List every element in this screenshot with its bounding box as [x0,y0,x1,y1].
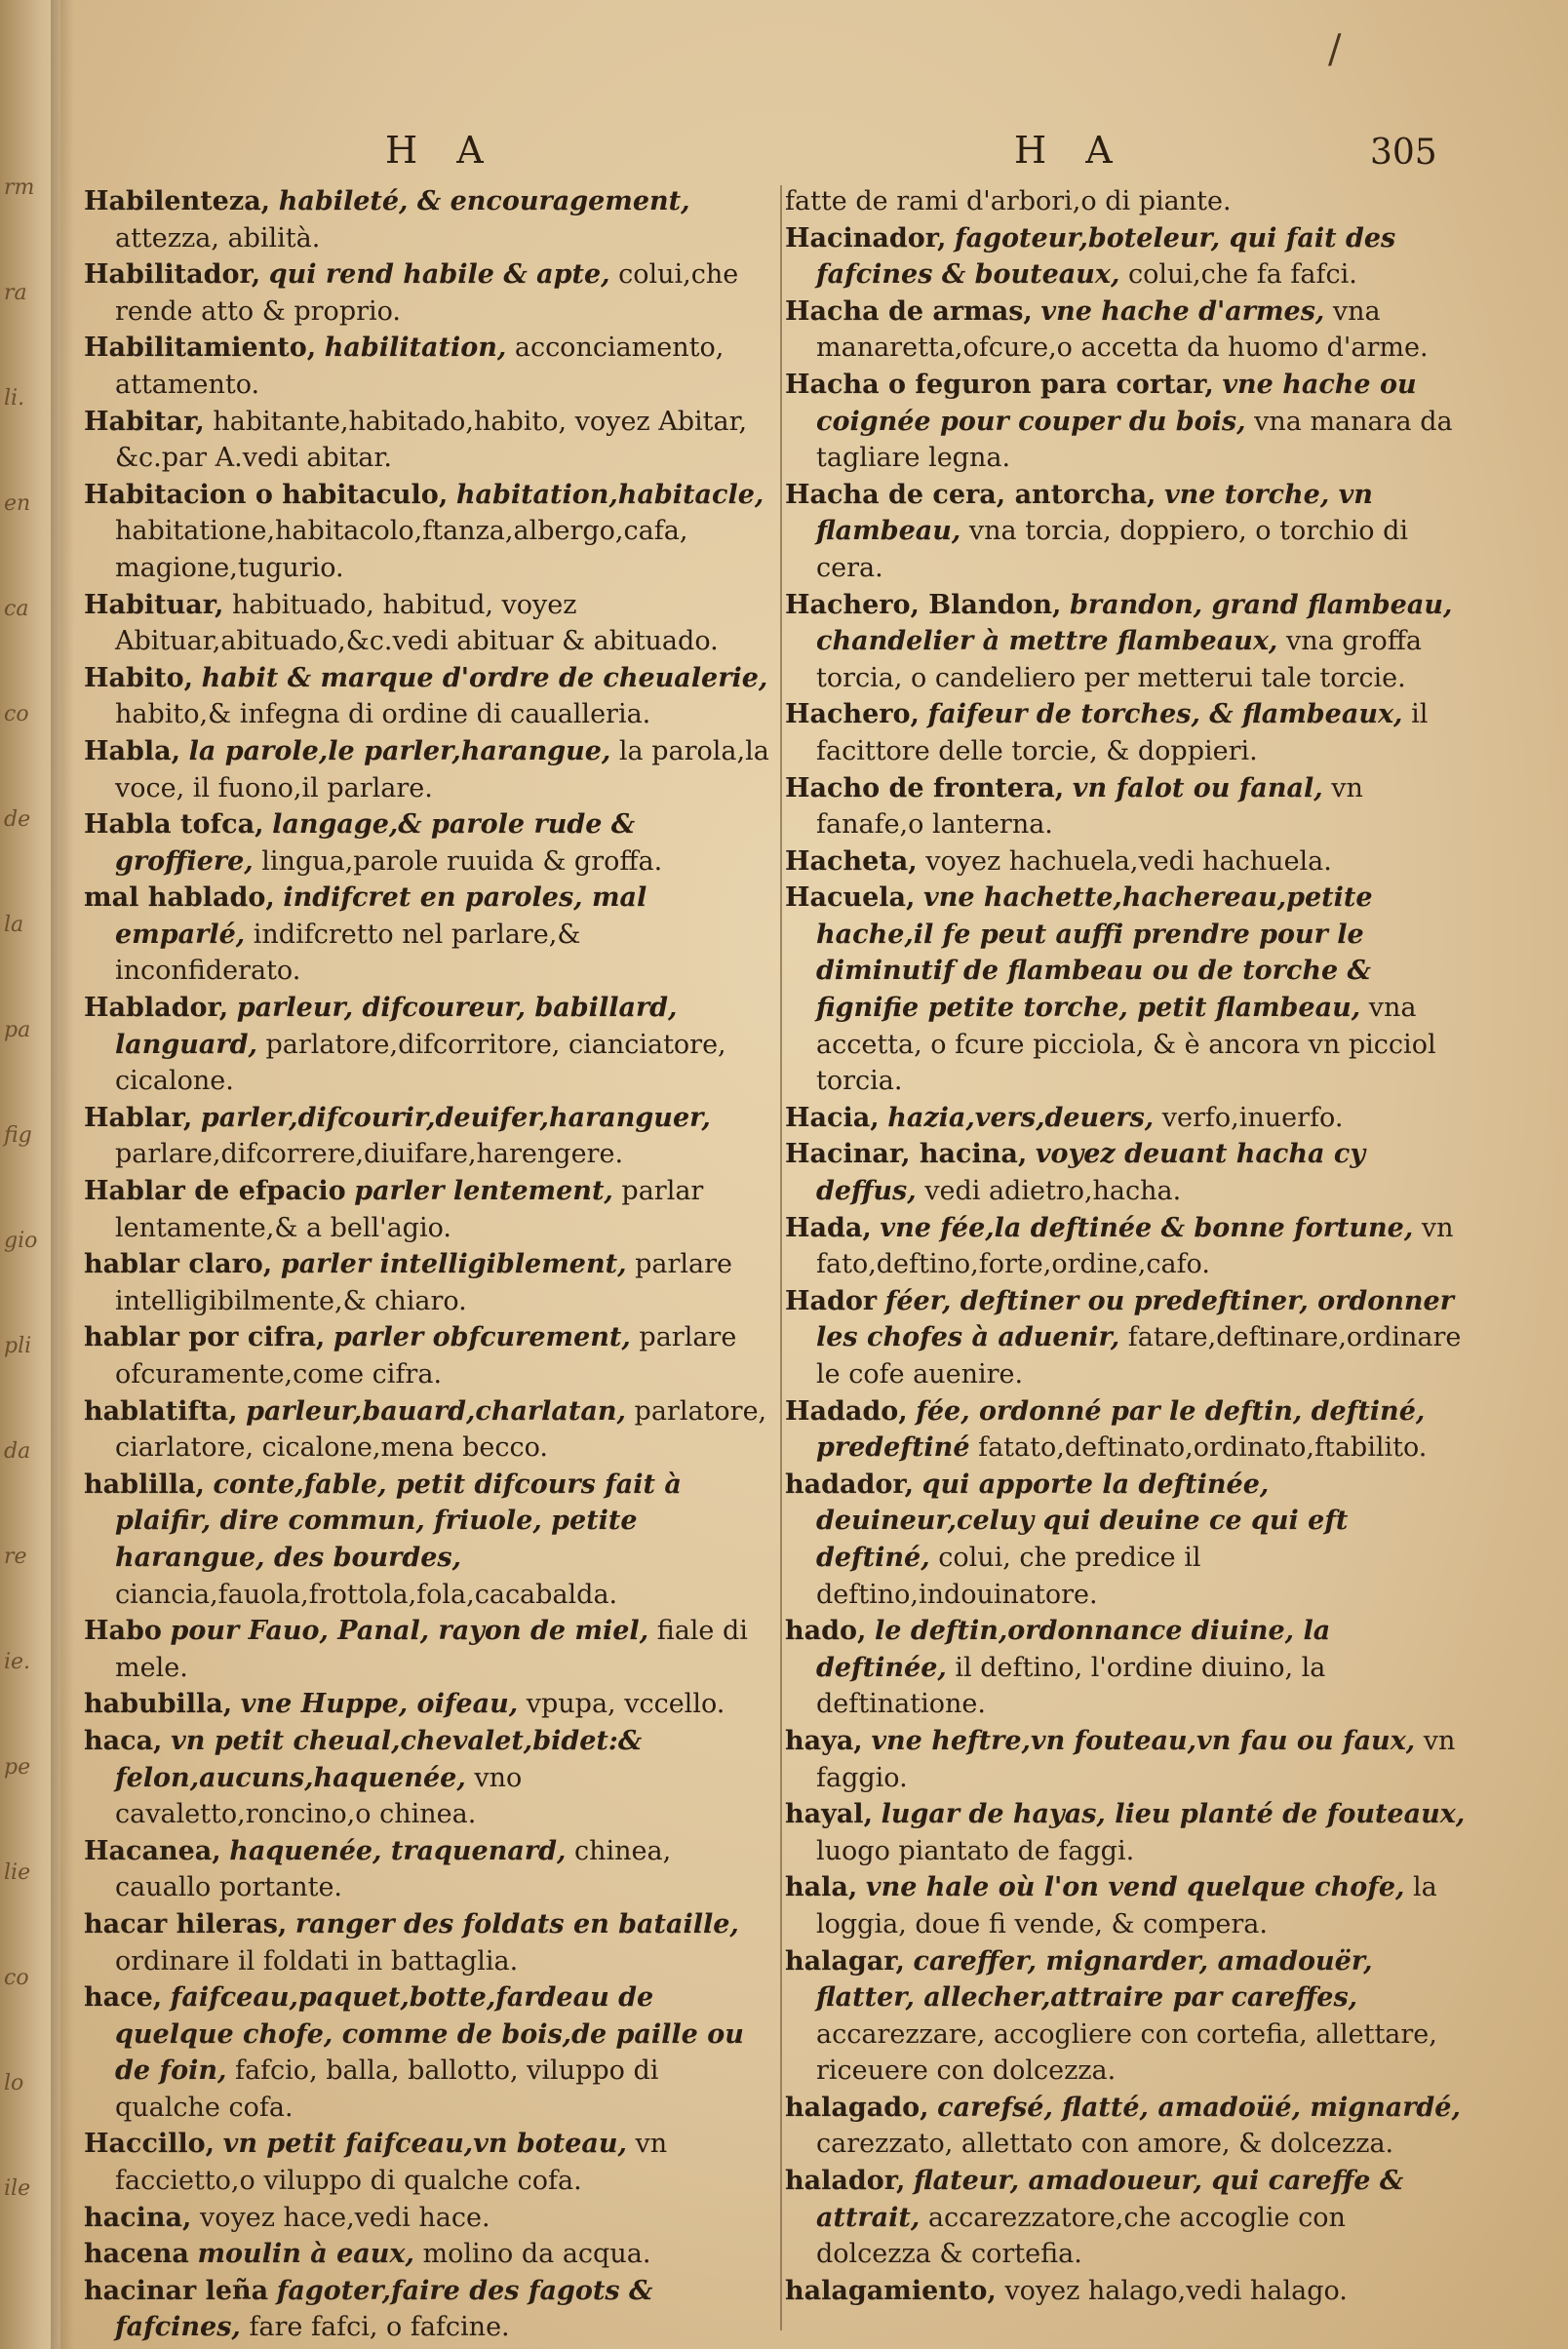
page-edge-shadow [51,0,74,2349]
gutter-fragment: de [4,807,31,832]
entry-french: pour Fauo, Panal, rayon de miel, [170,1616,649,1647]
entry-headword: hado, [785,1616,867,1647]
gutter-fragment: co [4,702,29,726]
gutter-fragment: gio [4,1229,38,1253]
dictionary-entry [785,1869,1468,1942]
entry-french: faifceau,paquet,botte,fardeau de quelque chofe, comme de bois,de paille ou de foin, [115,1982,744,2087]
dictionary-entry [84,1906,771,1979]
entry-headword: hayal, [785,1799,873,1830]
gutter-fragment: lo [4,2071,24,2095]
entry-headword: Hacanea, [84,1835,221,1866]
dictionary-entry [785,1467,1468,1613]
entry-italian: il deftino, l'ordine diuino, la deftinatione. [816,1652,1326,1720]
entry-headword: mal hablado, [84,882,275,914]
entry-headword: Hacho de frontera, [785,772,1065,803]
gutter-fragment: ca [4,597,29,621]
entry-french: vne Huppe, oifeau, [240,1689,519,1720]
entry-italian: vna groffa torcia, o candeliero per metterui tale torcie. [816,626,1422,693]
entry-french: habitation,habitacle, [455,479,764,510]
entry-italian: accarezzatore,che accoglie con dolcezza & cortefia. [816,2202,1346,2270]
entry-italian: verfo,inuerfo. [1161,1102,1344,1133]
entry-italian: fatare,deftinare,ordinare le cofe auenire. [816,1322,1462,1390]
entry-headword: Habo [84,1616,162,1647]
entry-italian: vn fato,deftino,forte,ordine,cafo. [816,1212,1454,1280]
entry-headword: Habitacion o habitaculo, [84,479,449,510]
gutter-fragment: en [4,491,31,516]
column-divider [780,185,782,2330]
entry-italian: vna manaretta,ofcure,o accetta da huomo d'arme. [816,295,1429,364]
entry-headword: Hablar de efpacio [84,1176,346,1207]
gutter-fragment: lie [4,1860,31,1885]
entry-headword: Habilitador, [84,259,261,291]
entry-headword: Hada, [785,1212,872,1243]
dictionary-entry [84,256,771,330]
entry-italian: acconciamento, attamento. [115,333,725,400]
entry-headword: Hacheta, [785,845,918,877]
entry-italian: voyez hace,vedi hace. [199,2202,490,2233]
dictionary-entry [785,843,1468,881]
entry-headword: Hablador, [84,993,229,1024]
entry-italian: parlare intelligibilmente,& chiaro. [115,1249,732,1316]
entry-italian: parlare,difcorrere,diuifare,harengere. [115,1139,624,1170]
entry-headword: Hacha de cera, antorcha, [785,479,1156,510]
left-column [84,183,771,2346]
entry-italian: carezzato, allettato con amore, & dolcezza. [816,2129,1394,2160]
entry-italian: parlatore, ciarlatore, cicalone,mena becco. [115,1395,767,1464]
entry-headword: hablar claro, [84,1249,273,1280]
entry-italian: parlar lentamente,& a bell'agio. [115,1176,704,1243]
entry-headword: halagamiento, [785,2275,997,2306]
gutter-fragment: pli [4,1334,32,1358]
gutter-fragment: pa [4,1018,31,1042]
entry-italian: vna accetta, o fcure picciola, & è ancora vn picciol torcia. [816,993,1436,1097]
entry-headword: Hadado, [785,1395,908,1427]
entry-italian: fatato,deftinato,ordinato,ftabilito. [978,1432,1428,1464]
entry-french: haquenée, traquenard, [229,1835,567,1866]
dictionary-entry [84,477,771,587]
entry-italian: vpupa, vccello. [526,1689,725,1720]
entry-french: lugar de hayas, lieu planté de fouteaux, [881,1799,1466,1830]
entry-french: vn petit faifceau,vn boteau, [222,2129,627,2160]
dictionary-entry [84,1246,771,1319]
entry-headword: hacena [84,2239,189,2270]
entry-headword: halador, [785,2166,906,2197]
entry-italian: vna torcia, doppiero, o torchio di cera. [816,516,1409,583]
entry-french: parleur, difcoureur, babillard, languard, [115,993,678,1060]
entry-french: habit & marque d'ordre de cheualerie, [201,662,768,693]
dictionary-entry [84,330,771,403]
entry-french: vn petit cheual,chevalet,bidet:& felon,aucuns,haquenée, [115,1725,643,1793]
dictionary-entry [84,1100,771,1173]
dictionary-entry [84,587,771,660]
gutter-fragment: co [4,1966,29,1990]
dictionary-entry [84,1393,771,1467]
dictionary-entry [84,660,771,733]
dictionary-entry [84,1979,771,2126]
entry-italian: fare fafci, o fafcine. [249,2312,510,2343]
entry-italian: vedi adietro,hacha. [924,1176,1182,1207]
entry-french: voyez deuant hacha cy deffus, [816,1139,1366,1207]
entry-italian: accarezzare, accogliere con cortefia, allettare, riceuere con dolcezza. [816,2018,1437,2087]
entry-french: careffer, mignarder, amadouër, flatter, allecher,attraire par careffes, [816,1945,1373,2014]
entry-italian: habitatione,habitacolo,ftanza,albergo,cafa, magione,tugurio. [115,516,688,583]
entry-french: qui rend habile & apte, [268,259,610,291]
dictionary-entry [785,587,1468,697]
entry-italian: habitante,habitado,habito, voyez Abitar, &c.par A.vedi abitar. [115,406,748,474]
dictionary-entry [785,1210,1468,1283]
dictionary-entry [785,1136,1468,1209]
entry-french: vne torche, vn flambeau, [816,479,1373,547]
entry-italian: chinea, cauallo portante. [115,1835,672,1903]
entry-headword: Habitar, [84,406,205,437]
dictionary-entry [84,1173,771,1246]
entry-french: parleur,bauard,charlatan, [246,1395,626,1427]
entry-headword: Hador [785,1285,878,1316]
entry-headword: hacinar leña [84,2275,269,2306]
dictionary-entry [84,1467,771,1613]
entry-headword: hadador, [785,1468,915,1500]
entry-french: vne hachette,hachereau,petite hache,il fe peut auffi prendre pour le diminutif de flambeau ou de torche & fignifie petite torche, petit flambeau, [816,882,1373,1024]
entry-headword: hacina, [84,2202,192,2233]
dictionary-entry [84,2126,771,2199]
dictionary-entry [785,696,1468,769]
gutter-fragment: rm [4,176,35,200]
dictionary-entry [785,183,1468,220]
entry-headword: Hacha de armas, [785,295,1033,327]
entry-headword: habubilla, [84,1689,233,1720]
entry-italian: voyez hachuela,vedi hachuela. [925,845,1332,877]
entry-headword: Habilitamiento, [84,333,317,364]
entry-french: faifeur de torches, & flambeaux, [927,699,1403,730]
dictionary-entry [785,2273,1468,2310]
entry-italian: colui,che rende atto & proprio. [115,259,739,327]
dictionary-entry [785,880,1468,1100]
gutter-fragment: li. [4,386,25,411]
dictionary-entry [84,880,771,990]
entry-french: vne hache d'armes, [1040,295,1325,327]
dictionary-entry [785,477,1468,587]
dictionary-entry [785,220,1468,294]
dictionary-entry [84,2200,771,2237]
dictionary-entry [785,1393,1468,1467]
entry-italian: habito,& infegna di ordine di caualleria. [115,699,651,730]
entry-french: brandon, grand flambeau, chandelier à mettre flambeaux, [816,589,1453,657]
entry-headword: Hacuela, [785,882,916,914]
entry-french: fagoter,faire des fagots & fafcines, [115,2275,653,2343]
entry-italian: habituado, habitud, voyez Abituar,abituado,&c.vedi abituar & abituado. [115,589,719,657]
dictionary-entry [84,1613,771,1686]
gutter-fragment: ie. [4,1650,31,1674]
entry-french: conte,fable, petit difcours fait à plaifir, dire commun, friuole, petite harangue, des bourdes, [115,1468,682,1573]
dictionary-entry [785,367,1468,477]
entry-french: vn falot ou fanal, [1072,772,1323,803]
running-header-left: H A [385,129,497,172]
entry-italian: vn fanafe,o lanterna. [816,772,1363,841]
dictionary-entry [785,1796,1468,1869]
entry-french: la parole,le parler,harangue, [188,735,611,766]
entry-headword: Habla, [84,735,181,766]
entry-italian: vn faggio. [816,1725,1456,1793]
page-number: 305 [1370,133,1437,173]
corner-mark: / [1328,27,1342,72]
dictionary-entry [84,404,771,477]
entry-headword: Habilenteza, [84,186,271,216]
entry-headword: hablatifta, [84,1395,238,1427]
entry-italian: colui, che predice il deftino,indouinatore. [816,1542,1201,1610]
entry-headword: hablilla, [84,1468,205,1500]
dictionary-entry [84,806,771,880]
entry-headword: hablar por cifra, [84,1322,326,1353]
entry-italian: fafcio, balla, ballotto, viluppo di qualche cofa. [115,2055,659,2123]
entry-italian: ciancia,fauola,frottola,fola,cacabalda. [115,1579,618,1610]
dictionary-entry [84,1319,771,1392]
dictionary-entry [785,2163,1468,2273]
entry-headword: halagar, [785,1945,905,1977]
entry-headword: halagado, [785,2092,929,2123]
entry-french: indifcret en paroles, mal emparlé, [115,882,647,950]
entry-french: vne hache ou coignée pour couper du bois, [816,369,1417,437]
dictionary-entry [785,1100,1468,1137]
gutter-fragment: la [4,913,24,937]
dictionary-entry [785,2090,1468,2163]
entry-french: vne fée,la deftinée & bonne fortune, [880,1212,1414,1243]
entry-french: habilitation, [324,333,507,364]
entry-headword: Habito, [84,662,194,693]
dictionary-entry [785,294,1468,367]
entry-french: qui apporte la deftinée, deuineur,celuy qui deuine ce qui eft deftiné, [816,1468,1349,1573]
entry-italian: ordinare il foldati in battaglia. [115,1945,519,1977]
entry-italian: indifcretto nel parlare,& inconfiderato. [115,919,581,987]
entry-french: féer, deftiner ou predeftiner, ordonner les chofes à aduenir, [816,1285,1454,1353]
running-header-right: H A [1014,129,1126,172]
dictionary-entry [84,2273,771,2346]
gutter-fragment: re [4,1545,27,1569]
entry-french: parler,difcourir,deuifer,haranguer, [200,1102,711,1133]
dictionary-entry [84,733,771,806]
entry-headword: Hacinador, [785,222,947,254]
entry-italian: vn faccietto,o viluppo di qualche cofa. [115,2129,668,2197]
dictionary-entry [84,1686,771,1723]
entry-headword: hacar hileras, [84,1908,288,1939]
entry-french: flateur, amadoueur, qui careffe & attrait, [816,2166,1404,2233]
dictionary-entry [84,990,771,1100]
entry-french: habileté, & encouragement, [278,186,690,216]
entry-french: parler intelligiblement, [280,1249,627,1280]
entry-headword: Haccillo, [84,2129,216,2160]
dictionary-entry [84,1833,771,1906]
entry-headword: Hablar, [84,1102,193,1133]
entry-headword: Habla tofca, [84,809,264,841]
entry-headword: Hacia, [785,1102,880,1133]
dictionary-entry [785,770,1468,843]
entry-italian: colui,che fa fafci. [1128,259,1357,291]
entry-french: hazia,vers,deuers, [887,1102,1155,1133]
gutter-fragment: ra [4,281,27,305]
entry-italian: fatte de rami d'arbori,o di piante. [785,186,1232,216]
entry-french: vne hale où l'on vend quelque chofe, [865,1872,1405,1903]
entry-headword: Hachero, Blandon, [785,589,1062,620]
entry-italian: parlatore,difcorritore, cianciatore, cicalone. [115,1029,726,1097]
entry-italian: la loggia, doue fi vende, & compera. [816,1872,1437,1939]
entry-italian: parlare ofcuramente,come cifra. [115,1322,737,1390]
entry-french: vne heftre,vn fouteau,vn fau ou faux, [871,1725,1416,1756]
entry-italian: la parola,la voce, il fuono,il parlare. [115,735,769,803]
gutter-fragment: ile [4,2176,31,2201]
entry-italian: il facittore delle torcie, & doppieri. [816,699,1429,766]
dictionary-entry [84,2236,771,2273]
dictionary-entry [84,1723,771,1833]
entry-french: langage,& parole rude & groffiere, [115,809,636,877]
dictionary-entry [785,1613,1468,1723]
entry-italian: vno cavaletto,roncino,o chinea. [115,1762,523,1830]
entry-french: parler lentement, [354,1176,613,1207]
gutter-fragment: fig [4,1123,32,1148]
entry-italian: vna manara da tagliare legna. [816,406,1453,474]
entry-headword: Habituar, [84,589,224,620]
entry-french: fagoteur,boteleur, qui fait des fafcines & bouteaux, [816,222,1396,291]
entry-italian: voyez halago,vedi halago. [1004,2275,1348,2306]
entry-french: fée, ordonné par le deftin, deftiné, predeftiné [816,1395,1426,1464]
entry-headword: haya, [785,1725,863,1756]
entry-french: carefsé, flatté, amadoüé, mignardé, [937,2092,1461,2123]
entry-italian: luogo piantato de faggi. [816,1835,1135,1866]
right-column [785,183,1468,2309]
dictionary-entry [785,1723,1468,1796]
dictionary-entry [84,183,771,256]
gutter-fragment: da [4,1439,31,1464]
entry-headword: Hachero, [785,699,920,730]
entry-french: le deftin,ordonnance diuine, la deftinée, [816,1616,1331,1683]
gutter-fragment: pe [4,1755,31,1780]
dictionary-entry [785,1283,1468,1393]
entry-headword: Hacha o feguron para cortar, [785,369,1214,400]
entry-french: ranger des foldats en bataille, [294,1908,739,1939]
entry-headword: Hacinar, hacina, [785,1139,1028,1170]
entry-headword: hala, [785,1872,858,1903]
entry-italian: lingua,parole ruuida & groffa. [261,845,663,877]
entry-french: parler obfcurement, [333,1322,631,1353]
entry-headword: haca, [84,1725,163,1756]
entry-italian: attezza, abilità. [115,222,321,254]
dictionary-entry [785,1943,1468,2090]
entry-italian: molino da acqua. [422,2239,651,2270]
entry-headword: hace, [84,1982,163,2014]
entry-french: moulin à eaux, [197,2239,414,2270]
entry-italian: fiale di mele. [115,1616,748,1683]
